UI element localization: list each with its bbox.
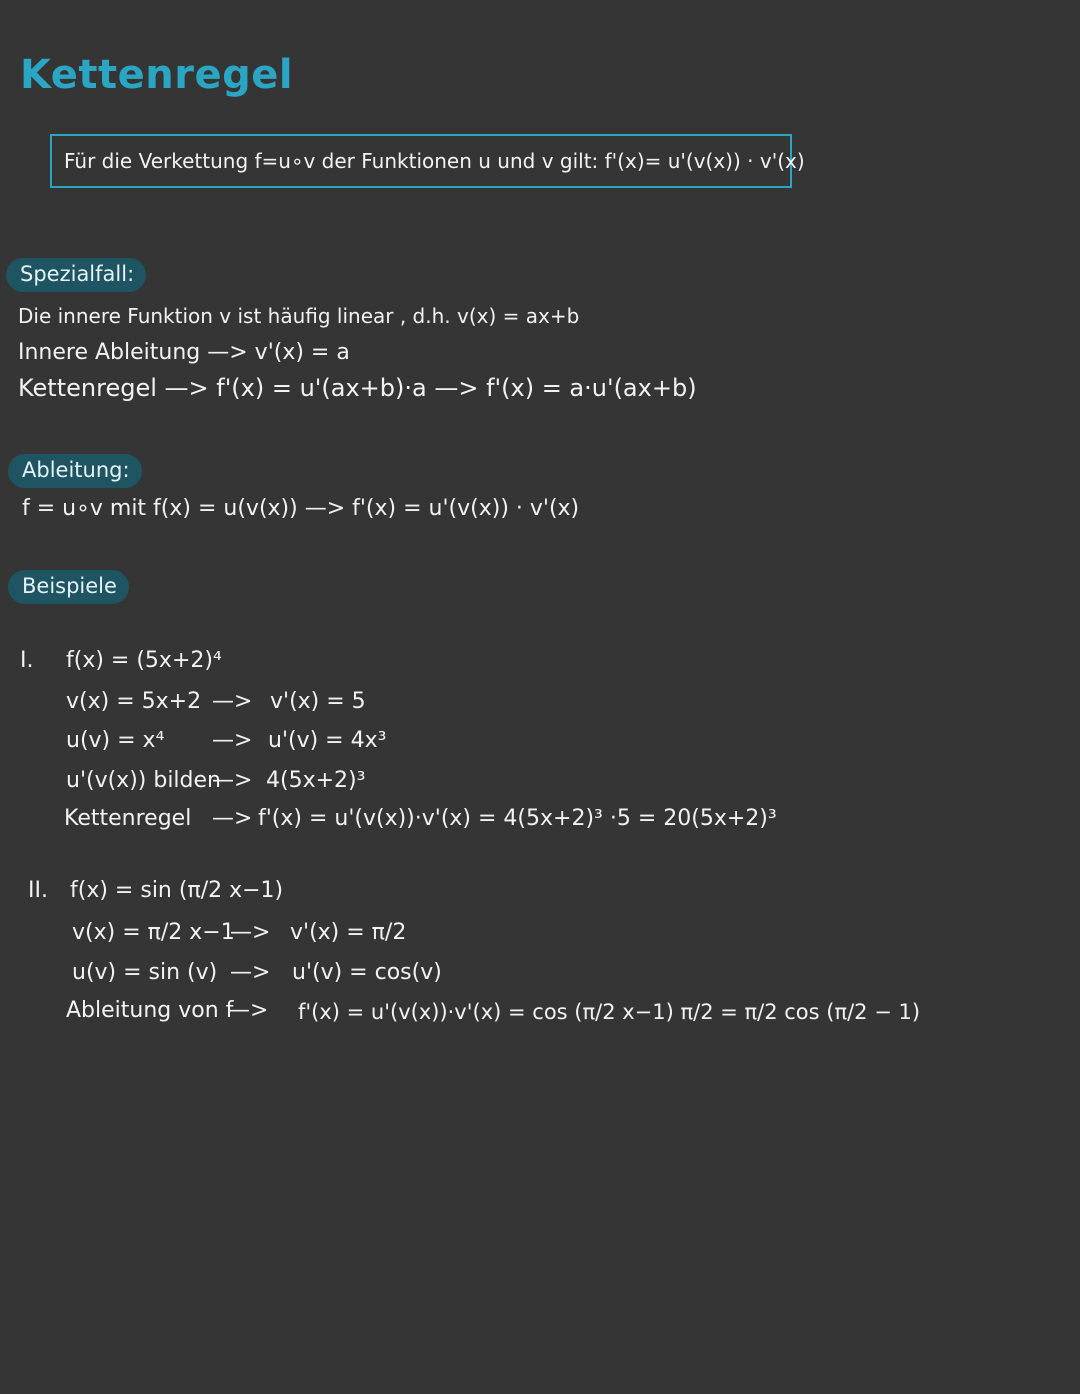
rule-text: Für die Verkettung f=u∘v der Funktionen u und v gilt: f'(x)= u'(v(x)) · v'(x) — [64, 149, 805, 173]
arrow: —> — [230, 960, 271, 985]
example-1-row-right: 4(5x+2)³ — [266, 768, 366, 793]
example-2-row-right: u'(v) = cos(v) — [292, 960, 442, 985]
example-1-row-right: v'(x) = 5 — [270, 689, 366, 714]
arrow: —> — [212, 689, 253, 714]
example-1-numeral: I. — [20, 648, 34, 673]
arrow: —> — [212, 728, 253, 753]
ableitung-line-1: f = u∘v mit f(x) = u(v(x)) —> f'(x) = u'(v(x)) · v'(x) — [22, 496, 580, 521]
arrow: —> — [212, 768, 253, 793]
example-2-row-left: u(v) = sin (v) — [72, 960, 218, 985]
example-1-header: f(x) = (5x+2)⁴ — [66, 648, 222, 673]
example-2-row-right: f'(x) = u'(v(x))·v'(x) = cos (π/2 x−1) π/2 = π/2 cos (π/2 − 1) — [298, 1000, 921, 1024]
example-1-row-left: Kettenregel — [64, 806, 192, 831]
example-1-row-right: f'(x) = u'(v(x))·v'(x) = 4(5x+2)³ ·5 = 20(5x+2)³ — [258, 806, 777, 831]
spezialfall-label: Spezialfall: — [6, 258, 146, 292]
arrow: —> — [230, 920, 271, 945]
example-1-row-left: u(v) = x⁴ — [66, 728, 165, 753]
example-2-row-left: Ableitung von f — [66, 998, 234, 1023]
ableitung-label: Ableitung: — [8, 454, 142, 488]
beispiele-label: Beispiele — [8, 570, 129, 604]
arrow: —> — [212, 806, 253, 831]
example-2-row-left: v(x) = π/2 x−1 — [72, 920, 235, 945]
example-1-row-left: v(x) = 5x+2 — [66, 689, 202, 714]
example-2-row-right: v'(x) = π/2 — [290, 920, 407, 945]
example-1-row-right: u'(v) = 4x³ — [268, 728, 387, 753]
page-title: Kettenregel — [20, 52, 294, 98]
spezialfall-line-3: Kettenregel —> f'(x) = u'(ax+b)·a —> f'(x) = a·u'(ax+b) — [18, 374, 697, 402]
spezialfall-line-2: Innere Ableitung —> v'(x) = a — [18, 340, 350, 365]
arrow: —> — [228, 998, 269, 1023]
example-2-header: f(x) = sin (π/2 x−1) — [70, 878, 284, 903]
spezialfall-line-1: Die innere Funktion v ist häufig linear , d.h. v(x) = ax+b — [18, 304, 580, 328]
example-2-numeral: II. — [28, 878, 48, 903]
example-1-row-left: u'(v(x)) bilden — [66, 768, 221, 793]
rule-box — [50, 134, 805, 188]
